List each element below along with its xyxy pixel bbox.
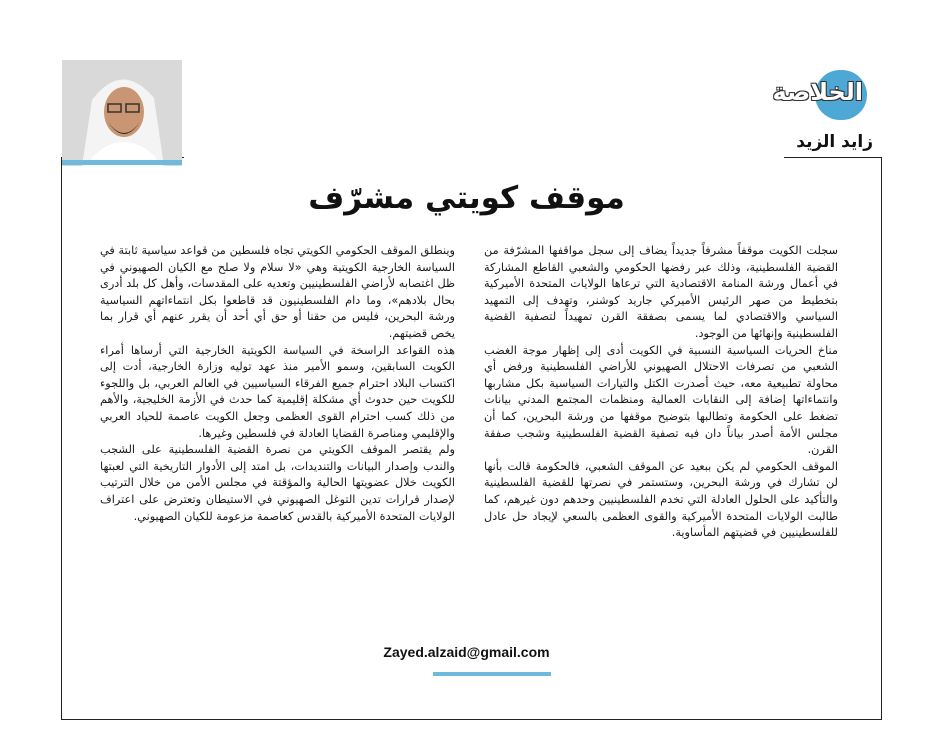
paragraph: سجلت الكويت موقفاً مشرفاً جديداً يضاف إلى سجل مواقفها المشرّفة من القضية الفلسطينية، وذلك عبر رفضها الحكومي والشعبي القاطع المشاركة في أعمال ورشة المنامة الاقتصادية التي ترعاها الولايات المتحدة الأميركية بتخطيط من صهر الرئيس الأميركي جاريد كوشنر، وتهدف إلى التمهيد السياسي والاقتصادي لما يسمى بصفقة القرن تمهيداً لتصفية القضية الفلسطينية وإنهائها من الوجود. [484,244,838,340]
paragraph: وينطلق الموقف الحكومي الكويتي تجاه فلسطين من قواعد سياسية ثابتة في السياسة الخارجية الكويتية وهي «لا سلام ولا صلح مع الكيان الصهيوني في ظل اغتصابه لأراضي الفلسطينيين وتعديه على المقدسات، وأهل كل بلد أدرى بحال بلادهم»، وما دام الفلسطينيون قد قاطعوا بكل انتماءاتهم السياسية ورشة البحرين، فليس من حقنا أو حق أي أحد أن يقرر عنهم أي قرار بما يخص قضيتهم. [100,244,455,340]
paragraph: مناخ الحريات السياسية النسبية في الكويت أدى إلى إظهار موجة الغضب الشعبي من تصرفات الاحتلال الصهيوني للأراضي الفلسطينية ورفض أي محاولة تطبيعية معه، حيث أصدرت الكتل والتيارات السياسية بكل مشاربها وانتماءاتها إضافة إلى النقابات العمالية ومنظمات المجتمع المدني بيانات تضغط على الحكومة وتطالبها بتوضيح موقفها من ورشة البحرين، كما أن مجلس الأمة أصدر بياناً دان فيه تصفية القضية الفلسطينية وشجب صفقة القرن. [484,343,838,457]
brand-logo [735,70,875,120]
author-name: زايد الزيد [796,132,873,152]
paragraph: هذه القواعد الراسخة في السياسة الكويتية الخارجية التي أرساها أمراء الكويت السابقين، وسمو الأمير منذ عهد توليه وزارة الخارجية، أدت إلى اكتساب البلاد احترام جميع الفرقاء السياسيين في العالم العربي، بل واللجوء للكويت حين حدوث أي مشكلة إقليمية كما حدث في الأزمة الخليجية، والأهم من ذلك كسب احترام القوى العظمى وجعل الكويت عاصمة للحياد العربي والإقليمي ومناصرة القضايا العادلة في فلسطين وغيرها. [100,343,455,440]
paragraph: ولم يقتصر الموقف الكويتي من نصرة القضية الفلسطينية على الشجب والندب وإصدار البيانات والتنديدات، بل امتد إلى الأدوار التاريخية التي لعبتها الكويت خلال عضويتها الحالية والمؤقتة في مجلس الأمن من خلال الترتيب لإصدار قرارات تدين التوغل الصهيوني في الاستيطان وتعترض على اعتراف الولايات المتحدة الأميركية بالقدس كعاصمة مزعومة للكيان الصهيوني. [100,443,455,523]
article-column-right [484,243,838,542]
article-column-left [100,243,455,525]
author-photo [62,60,182,166]
frame-gap [184,155,784,160]
email-underline [433,672,551,676]
paragraph: الموقف الحكومي لم يكن ببعيد عن الموقف الشعبي، فالحكومة قالت بأنها لن تشارك في ورشة البحرين، وستستمر في نصرتها للقضية الفلسطينية والتأكيد على الحلول العادلة التي تخدم الفلسطينيين وحدهم دون غيرهم، كما طالبت الولايات المتحدة الأميركية والقوى العظمى بالسعي لإيجاد حل عادل للفلسطينيين في قضيتهم المأساوية. [484,459,838,540]
article-headline: موقف كويتي مشرّف [308,180,625,216]
photo-underline [62,160,182,165]
brand-wordmark: الخلاصة [772,78,863,106]
author-email: Zayed.alzaid@gmail.com [383,644,550,660]
